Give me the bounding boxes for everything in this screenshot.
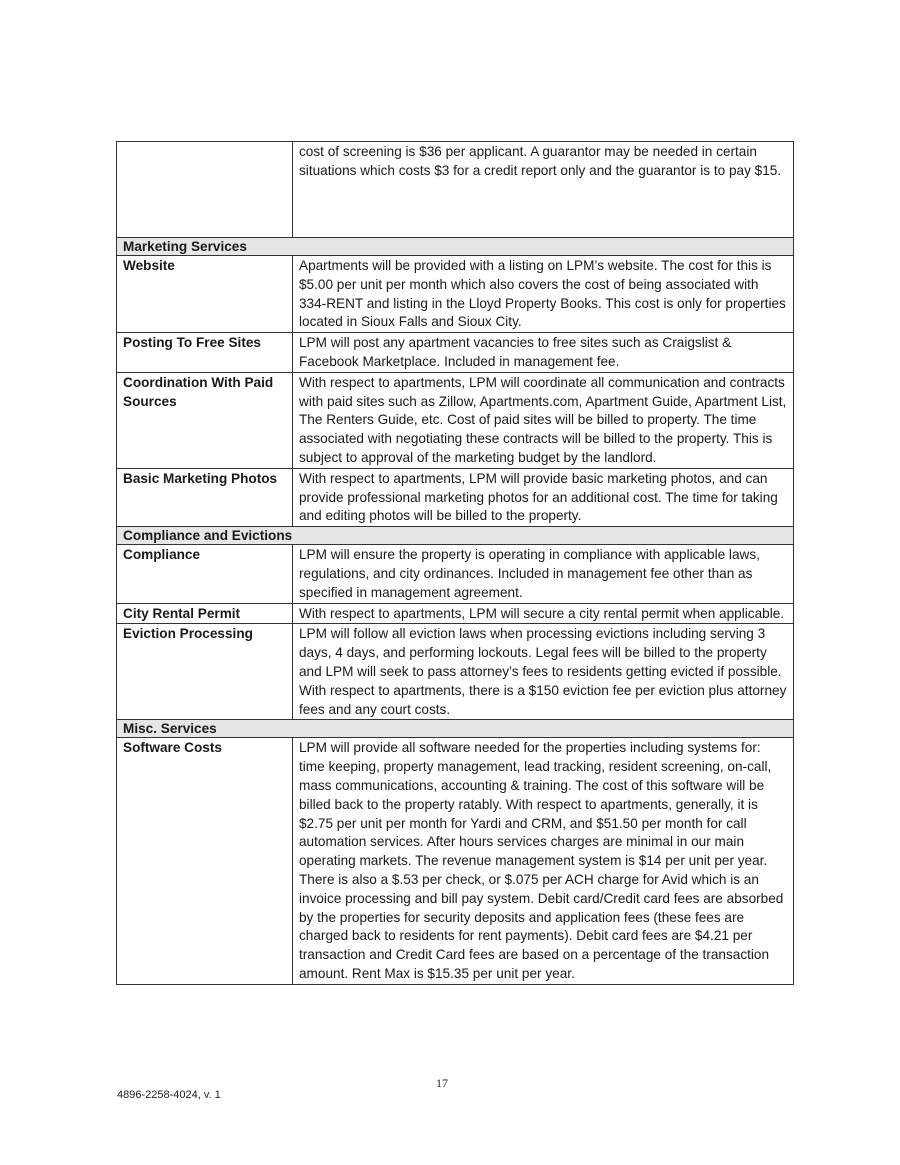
section-title: Marketing Services xyxy=(117,238,794,256)
row-description: LPM will provide all software needed for the properties including systems for: time keeping, property management, lead tracking, resident screening, on-call, mass communications, accounting & training. The cost of this software will be billed back to the property ratably. With respect to apartments, generally, it is $2.75 per unit per month for Yardi and CRM, and $51.50 per month for call automation services. After hours services charges are minimal in our main operating markets. The revenue management system is $14 per unit per year. There is also a $.53 per check, or $.075 per ACH charge for Avid which is an invoice processing and bill pay system. Debit card/Credit card fees are absorbed by the properties for security deposits and application fees (these fees are charged back to residents for rent payments). Debit card fees are $4.21 per transaction and Credit Card fees are based on a percentage of the transaction amount. Rent Max is $15.35 per unit per year. xyxy=(293,738,794,984)
table-row-paid-sources xyxy=(117,372,794,468)
row-description: cost of screening is $36 per applicant. A guarantor may be needed in certain situations which costs $3 for a credit report only and the guarantor is to pay $15. xyxy=(293,142,794,238)
row-label: Basic Marketing Photos xyxy=(117,468,293,526)
row-label: Eviction Processing xyxy=(117,624,293,720)
row-description: LPM will follow all eviction laws when processing evictions including serving 3 days, 4 days, and performing lockouts. Legal fees will be billed to the property and LPM will seek to pass attorney’s fees to residents getting evicted if possible. With respect to apartments, there is a $150 eviction fee per eviction plus attorney fees and any court costs. xyxy=(293,624,794,720)
table-row-software-costs xyxy=(117,738,794,984)
table-row-rental-permit xyxy=(117,603,794,624)
row-description: Apartments will be provided with a listing on LPM’s website. The cost for this is $5.00 per unit per month which also covers the cost of being associated with 334-RENT and listing in the Lloyd Property Books. This cost is only for properties located in Sioux Falls and Sioux City. xyxy=(293,256,794,333)
row-description: With respect to apartments, LPM will provide basic marketing photos, and can provide professional marketing photos for an additional cost. The time for taking and editing photos will be billed to the property. xyxy=(293,468,794,526)
row-description: With respect to apartments, LPM will coordinate all communication and contracts with paid sites such as Zillow, Apartments.com, Apartment Guide, Apartment List, The Renters Guide, etc. Cost of paid sites will be billed to property. The time associated with negotiating these contracts will be billed to the property. This is subject to approval of the marketing budget by the landlord. xyxy=(293,372,794,468)
table-row-eviction xyxy=(117,624,794,720)
table-row-posting-free-sites xyxy=(117,333,794,373)
table-row-compliance xyxy=(117,545,794,603)
row-description: LPM will ensure the property is operating in compliance with applicable laws, regulations, and city ordinances. Included in management fee other than as specified in management agreement. xyxy=(293,545,794,603)
page-number: 17 xyxy=(436,1076,448,1090)
row-description: With respect to apartments, LPM will secure a city rental permit when applicable. xyxy=(293,603,794,624)
row-label: City Rental Permit xyxy=(117,603,293,624)
row-description: LPM will post any apartment vacancies to free sites such as Craigslist & Facebook Marketplace. Included in management fee. xyxy=(293,333,794,373)
section-header-marketing xyxy=(117,238,794,256)
table-row-continuation xyxy=(117,142,794,238)
section-header-misc xyxy=(117,720,794,738)
row-label: Website xyxy=(117,256,293,333)
row-label xyxy=(117,142,293,238)
row-label: Posting To Free Sites xyxy=(117,333,293,373)
row-label: Software Costs xyxy=(117,738,293,984)
document-id: 4896-2258-4024, v. 1 xyxy=(117,1089,221,1101)
section-title: Compliance and Evictions xyxy=(117,527,794,545)
row-label: Compliance xyxy=(117,545,293,603)
row-label: Coordination With Paid Sources xyxy=(117,372,293,468)
table-row-website xyxy=(117,256,794,333)
section-title: Misc. Services xyxy=(117,720,794,738)
services-table xyxy=(116,141,794,985)
table-row-marketing-photos xyxy=(117,468,794,526)
section-header-compliance xyxy=(117,527,794,545)
